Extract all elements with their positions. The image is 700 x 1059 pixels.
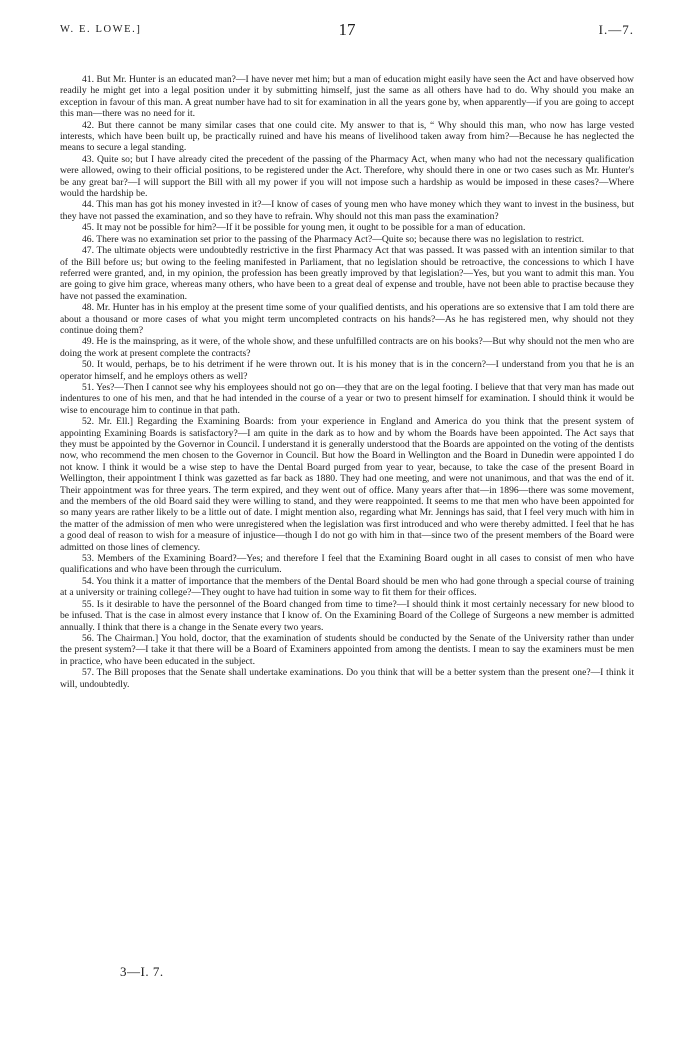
paragraph-43: 43. Quite so; but I have already cited the precedent of the passing of the Pharmacy Act, when many who had not the necessary qualification were allowed, owing to their official positions, to be registered under the Act. Therefore, why should there in one or two cases such as Mr. Hunter's be any great bar?—I will support the Bill with all my power if you will not impose such a hardship as would be imposed in these cases?—Where would the hardship be.	[60, 153, 634, 200]
paragraph-47: 47. The ultimate objects were undoubtedly restrictive in the first Pharmacy Act that was passed. It was passed with an intention similar to that of the Bill before us; but owing to the feeling manifested in Parliament, that no legislation should be retroactive, the concessions to which I have referred were granted, and, in my opinion, the profession has been greatly improved by that legislation?—Yes, but you want to admit this man. You are going to give him grace, whereas many others, who have been to a great deal of expense and trouble, have not been able to practise because they have not passed the examination.	[60, 245, 634, 302]
paragraph-51: 51. Yes?—Then I cannot see why his employees should not go on—they that are on the legal footing. I believe that that very man has made out indentures to one of his men, and that he had intended in the course of a year or two to present himself for examination. I should think it would be wise to encourage him to continue in that path.	[60, 381, 634, 416]
paragraph-44: 44. This man has got his money invested in it?—I know of cases of young men who have money which they want to invest in the business, but they have not passed the examination, and so they have to refrain. Why should not this man pass the examination?	[60, 199, 634, 222]
paragraph-57: 57. The Bill proposes that the Senate shall undertake examinations. Do you think that will be a better system than the present one?—I think it will, undoubtedly.	[60, 667, 634, 690]
paragraph-45: 45. It may not be possible for him?—If it be possible for young men, it ought to be possible for a man of education.	[82, 222, 526, 234]
document-body	[60, 74, 634, 690]
paragraph-46: 46. There was no examination set prior to the passing of the Pharmacy Act?—Quite so; because there was no legislation to restrict.	[82, 233, 585, 245]
paragraph-54: 54. You think it a matter of importance that the members of the Dental Board should be men who had gone through a special course of training at a university or training college?—They ought to have had tuition in some way to fit them for their offices.	[60, 575, 634, 599]
document-reference: I.—7.	[598, 22, 634, 37]
paragraph-52: 52. Mr. Ell.] Regarding the Examining Boards: from your experience in England and America do you think that the present system of appointing Examining Boards is satisfactory?—I am quite in the dark as to how and by whom the Boards have been appointed. The Act says that they must be appointed by the Governor in Council. I understand it is generally understood that the Boards are appointed on the voting of the dentists now, who recommend the men chosen to the Governor in Council. But how the Board in Wellington and the Board in Dunedin were appointed I do not know. I think it would be a wise step to have the Dental Board purged from year to year, because, to take the case of the present Board in Wellington, their appointment I think was gazetted as far back as 1880. They had one meeting, and were not unanimous, and that was the end of it. Their appointment was for three years. The term expired, and they went out of office. Many years after that—in 1896—there was some movement, and the members of the old Board said they were willing to stand, and they were reappointed. It seems to me that men who have been appointed for so many years are rather likely to be a little out of date. I might mention also, regarding what Mr. Jennings has said, that I feel very much with him in the matter of the admission of men who were unregistered when the legislation was first introduced and who were thereby admitted. I feel that he has a good deal of reason to wish for a measure of injustice—though I do not go with him in that—since two of the present members of the Board were admitted on those lines of clemency.	[60, 416, 634, 553]
page-footer-signature: 3—I. 7.	[120, 964, 164, 979]
page-header	[60, 20, 634, 44]
paragraph-42: 42. But there cannot be many similar cases that one could cite. My answer to that is, “ Why should this man, who now has large vested interests, which have been built up, be practically ruined and have his means of livelihood taken away from him?—Because he has neglected the means to secure a legal standing.	[60, 119, 634, 154]
paragraph-49: 49. He is the mainspring, as it were, of the whole show, and these unfulfilled contracts are on his books?—But why should not the men who are doing the work at present complete the contracts?	[60, 336, 634, 359]
paragraph-55: 55. Is it desirable to have the personnel of the Board changed from time to time?—I should think it most certainly necessary for new blood to be infused. That is the case in almost every instance that I know of. On the Examining Board of the College of Surgeons a new member is admitted annually. I think that there is a change in the Senate every two years.	[60, 598, 634, 633]
paragraph-50: 50. It would, perhaps, be to his detriment if he were thrown out. It is his money that is in the concern?—I understand from you that he is an operator himself, and he employs others as well?	[60, 359, 634, 382]
header-witness-name: W. E. LOWE.]	[60, 24, 142, 35]
paragraph-53: 53. Members of the Examining Board?—Yes; and therefore I feel that the Examining Board ought in all cases to consist of men who have qualifications and who have been through the curriculum.	[60, 553, 634, 576]
page-number: 17	[338, 20, 356, 39]
paragraph-48: 48. Mr. Hunter has in his employ at the present time some of your qualified dentists, and his operations are so extensive that I am told there are about a thousand or more cases of what you might term uncompleted contracts on his hands?—As he has registered men, why should not they continue doing them?	[60, 302, 634, 336]
paragraph-56: 56. The Chairman.] You hold, doctor, that the examination of students should be conducted by the Senate of the University rather than under the present system?—I take it that there will be a Board of Examiners appointed from among the dentists. I mean to say the examiners must be men in practice, who have been educated in the subject.	[60, 632, 634, 667]
paragraph-41: 41. But Mr. Hunter is an educated man?—I have never met him; but a man of education might easily have seen the Act and have observed how readily he might get into a legal position under it by submitting himself, just the same as all others have had to do. Why should you make an exception in favour of this man. A great number have had to sit for examination in all the years gone by, when apparently—if you are going to accept this man—there was no need for it.	[60, 74, 634, 120]
